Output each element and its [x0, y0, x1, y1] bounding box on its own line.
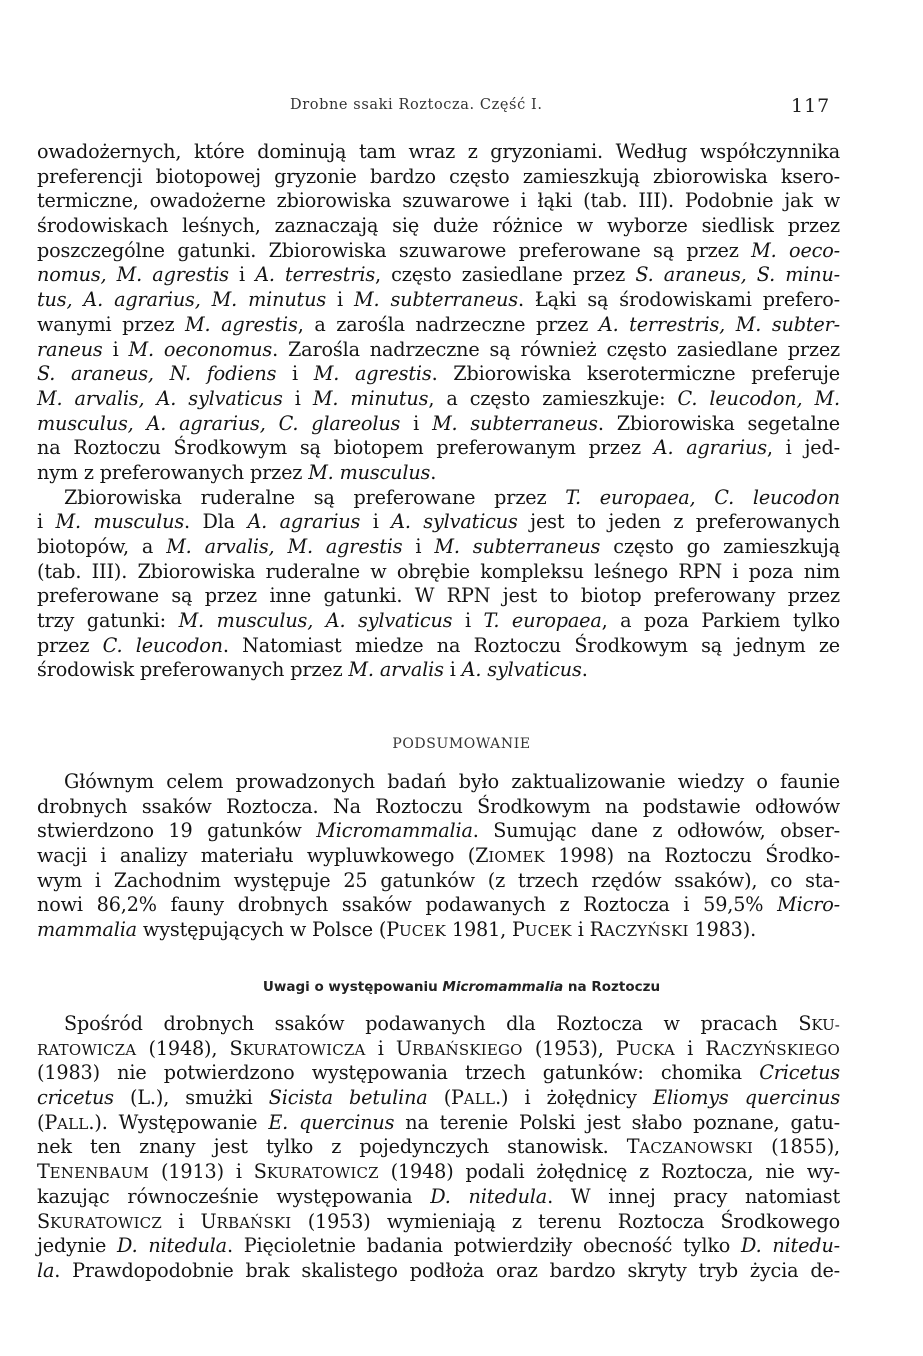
text-run: i [37, 510, 56, 534]
text-line [37, 869, 840, 894]
text-run: (1953) wymieniają z terenu Roztocza Środkowego [291, 1209, 840, 1233]
text-run: . Zbiorowiska kserotermiczne preferuje [431, 362, 840, 386]
text-run: S [37, 1209, 50, 1233]
italic-text: S. araneus, N. fodiens [37, 362, 277, 386]
text-run: . Natomiast miedze na Roztoczu Środkowym są jednym ze [222, 633, 840, 657]
text-run: 1998) na Roztoczu Środko- [544, 844, 840, 868]
text-line [37, 1160, 840, 1185]
text-run: . Prawdopodobnie brak skalistego podłoża oraz bardzo skryty tryb życia de- [54, 1258, 840, 1282]
text-line [37, 795, 840, 820]
italic-text: A. agrarius [247, 510, 361, 534]
text-run: często go zamieszkują [600, 535, 841, 558]
text-run: drobnych ssaków Roztocza. Na Roztoczu Środkowym na podstawie odłowów [37, 794, 840, 818]
text-run: (1953), P [522, 1036, 629, 1060]
italic-text: C. leucodon [102, 633, 223, 657]
small-caps-text: UCKA [628, 1040, 675, 1059]
italic-text: A. agrarius [653, 436, 767, 460]
text-run: , a zarośla nadrzeczne przez [297, 312, 599, 336]
text-line [37, 486, 840, 511]
paragraph-occurrence [37, 1012, 840, 1284]
small-caps-text: KURATOWICZA [242, 1040, 366, 1059]
text-line [37, 263, 840, 288]
small-caps-text: IOMEK [488, 848, 545, 867]
text-run: i [276, 362, 314, 386]
small-caps-text: KURATOWICZ [50, 1213, 162, 1232]
italic-text: C. leucodon, M. [677, 386, 840, 410]
text-line [37, 1111, 840, 1136]
text-run: . Zbiorowiska segetalne [597, 411, 841, 435]
small-caps-text: KURATOWICZ [266, 1164, 379, 1183]
italic-text: Micromammalia [316, 819, 473, 843]
paragraph-summary [37, 770, 840, 943]
text-line [37, 893, 840, 918]
text-run: jest to jeden z preferowanych [517, 510, 840, 534]
small-caps-text: ACZANOWSKI [639, 1139, 754, 1158]
text-line [37, 140, 840, 165]
text-run: biotopów, a [37, 535, 167, 558]
small-caps-text: RBAŃSKI [216, 1213, 292, 1232]
italic-text: la [37, 1258, 55, 1282]
text-run: .). Występowanie [88, 1110, 269, 1134]
text-line [37, 819, 840, 844]
text-run: . [581, 658, 588, 682]
italic-text: Cricetus [759, 1061, 840, 1085]
small-caps-text: UCEK [398, 922, 446, 941]
text-run: i [102, 337, 129, 361]
text-run: preferencji biotopowej gryzonie bardzo często zamieszkują zbiorowiska ksero- [37, 164, 840, 188]
text-line [37, 362, 840, 387]
italic-text: musculus, A. agrarius, C. glareolus [37, 411, 401, 435]
italic-text: D. nitedula [430, 1184, 548, 1208]
text-run: i [326, 288, 355, 312]
text-line [37, 1234, 840, 1259]
text-run: i [400, 411, 433, 435]
text-run: 1981, P [445, 918, 525, 942]
text-line [37, 918, 840, 943]
text-line [37, 658, 840, 683]
italic-text: M. oeconomus [128, 337, 273, 361]
italic-text: nomus, M. agrestis [37, 263, 229, 287]
text-run: .) i żołędnicy [495, 1086, 653, 1110]
text-run: i [443, 658, 462, 682]
text-run: Uwagi o występowaniu [262, 979, 443, 995]
italic-text: tus, A. agrarius, M. minutus [37, 288, 327, 312]
italic-text: A. terrestris [255, 263, 376, 287]
text-line [37, 338, 840, 363]
small-caps-text: ENENBAUM [49, 1164, 150, 1183]
small-caps-text: RBAŃSKIEGO [411, 1040, 523, 1059]
text-run: i [282, 386, 313, 410]
italic-text: T. europaea, C. leucodon [565, 485, 840, 509]
italic-text: M. agrestis [313, 362, 432, 386]
italic-text: M. arvalis [348, 658, 444, 682]
paragraph-habitat-preferences [37, 140, 840, 683]
text-run: (P [427, 1086, 464, 1110]
text-run: (1948), S [136, 1036, 243, 1060]
text-run: wacji i analizy materiału wypluwkowego ( [37, 844, 476, 868]
text-run: nowi 86,2% fauny drobnych ssaków podawanych z Roztocza i 59,5% [37, 893, 778, 917]
italic-text: M. musculus [308, 460, 431, 484]
text-run: przez [37, 633, 103, 657]
italic-text: Eliomys quercinus [652, 1086, 841, 1110]
text-run: jedynie [37, 1234, 118, 1258]
text-run: występujących w Polsce (P [136, 918, 399, 942]
italic-text: S. araneus, S. minu- [635, 263, 841, 287]
text-run: i R [674, 1036, 720, 1060]
text-line [37, 560, 840, 585]
text-run: preferowane są przez inne gatunki. W RPN jest to biotop preferowany przez [37, 584, 840, 608]
text-run: . Łąki są środowiskami prefero- [517, 288, 840, 312]
text-line [37, 214, 840, 239]
italic-text: E. quercinus [268, 1110, 395, 1134]
small-caps-text: ALL [463, 1090, 496, 1109]
text-run: poszczególne gatunki. Zbiorowiska szuwarowe preferowane są przez [37, 238, 752, 262]
text-run: wym i Zachodnim występuje 25 gatunków (z trzech rzędów ssaków), co sta- [37, 868, 840, 892]
text-run: . Sumując dane z odłowów, obser- [472, 819, 840, 843]
text-line [37, 461, 840, 486]
text-line [37, 584, 840, 609]
text-line [37, 1135, 840, 1160]
text-run: Spośród drobnych ssaków podawanych dla Roztocza w pracach S [64, 1012, 812, 1035]
text-line [37, 510, 840, 535]
text-run: środowiskach leśnych, zaznaczają się duże różnice w wyborze siedlisk przez [37, 214, 840, 238]
italic-text: raneus [37, 337, 103, 361]
text-run: (tab. III). Zbiorowiska ruderalne w obrębie kompleksu leśnego RPN i poza nim [37, 559, 840, 583]
italic-text: M. agrestis [185, 312, 298, 336]
text-line [37, 634, 840, 659]
text-run: nym z preferowanych przez [37, 460, 309, 484]
italic-text: T. europaea [483, 609, 602, 633]
text-run: . W innej pracy natomiast [547, 1184, 840, 1208]
text-run: i R [571, 918, 604, 942]
running-title: Drobne ssaki Roztocza. Część I. [290, 97, 543, 113]
text-line [37, 1259, 840, 1284]
italic-text: Micromammalia [442, 979, 564, 995]
small-caps-text: ALL [57, 1114, 89, 1133]
text-run: Głównym celem prowadzonych badań było zaktualizowanie wiedzy o faunie [64, 770, 840, 793]
text-line [37, 436, 840, 461]
italic-text: cricetus [37, 1086, 114, 1110]
italic-text: Sicista betulina [268, 1086, 428, 1110]
italic-text: Micro- [777, 893, 840, 917]
small-caps-text: UCEK [524, 922, 572, 941]
italic-text: D. nitedula [117, 1234, 227, 1258]
text-run: i [228, 263, 256, 287]
text-run: i [452, 609, 484, 633]
text-run: , często zasiedlane przez [375, 263, 636, 287]
text-line [37, 1012, 840, 1037]
text-run: Z [475, 844, 489, 868]
text-line [37, 189, 840, 214]
text-line [37, 1210, 840, 1235]
text-line [37, 165, 840, 190]
text-run: i U [365, 1036, 412, 1060]
text-line [37, 844, 840, 869]
italic-text: D. nitedu- [741, 1234, 840, 1258]
text-run: (1913) i S [149, 1160, 267, 1184]
text-line [37, 1037, 840, 1062]
italic-text: mammalia [37, 918, 137, 942]
small-caps-text: ACZYŃSKI [603, 922, 689, 941]
text-run: , i jed- [766, 436, 840, 460]
page-number: 117 [791, 95, 831, 117]
text-run: termiczne, owadożerne zbiorowiska szuwarowe i łąki (tab. III). Podobnie jak w [37, 189, 840, 213]
text-line [37, 412, 840, 437]
text-run: (1855), [753, 1135, 840, 1159]
italic-text: M. arvalis, A. sylvaticus [37, 386, 283, 410]
italic-text: A. sylvaticus [391, 510, 518, 534]
text-run: T [37, 1160, 50, 1184]
italic-text: A. terrestris, M. subter- [598, 312, 840, 336]
small-caps-text: ACZYŃSKIEGO [719, 1040, 841, 1059]
text-line [37, 1061, 840, 1086]
text-run: środowisk preferowanych przez [37, 658, 349, 682]
text-run: (L.), smużki [113, 1086, 269, 1110]
text-line [37, 770, 840, 795]
italic-text: M. subterraneus [354, 288, 518, 312]
text-run: kazując równocześnie występowania [37, 1184, 431, 1208]
italic-text: M. subterraneus [434, 535, 601, 558]
text-run: i [402, 535, 435, 558]
text-line [37, 535, 840, 560]
text-run: . Pięcioletnie badania potwierdziły obecność tylko [226, 1234, 742, 1258]
text-line [37, 288, 840, 313]
italic-text: M. oeco- [751, 238, 840, 262]
text-run: (1948) podali żołędnicę z Roztocza, nie wy- [378, 1160, 840, 1184]
text-run: nek ten znany jest tylko z pojedynczych stanowisk. T [37, 1135, 640, 1159]
text-line [37, 609, 840, 634]
text-run: trzy gatunki: [37, 609, 179, 633]
text-run: . Dla [184, 510, 248, 534]
text-run: na Roztoczu Środkowym są biotopem preferowanym przez [37, 436, 654, 460]
text-run: i U [161, 1209, 217, 1233]
text-run: na Roztoczu [563, 979, 661, 995]
text-run: i [360, 510, 392, 534]
text-run: , a często zamieszkuje: [428, 386, 678, 410]
text-line [37, 239, 840, 264]
italic-text: M. musculus, A. sylvaticus [178, 609, 453, 633]
small-caps-text: KU- [811, 1016, 840, 1034]
text-line [37, 1185, 840, 1210]
section-heading-summary: PODSUMOWANIE [392, 736, 531, 752]
italic-text: A. sylvaticus [461, 658, 582, 682]
text-run: Zbiorowiska ruderalne są preferowane przez [64, 485, 566, 509]
text-line [37, 313, 840, 338]
text-line [37, 1086, 840, 1111]
italic-text: M. musculus [55, 510, 185, 534]
text-run: na terenie Polski jest słabo poznane, gatu- [394, 1110, 840, 1134]
text-run: . [430, 460, 437, 484]
text-run: wanymi przez [37, 312, 186, 336]
italic-text: M. arvalis, M. agrestis [166, 535, 403, 558]
text-run: (1983) nie potwierdzono występowania trzech gatunków: chomika [37, 1061, 760, 1085]
italic-text: M. minutus [312, 386, 429, 410]
text-run: 1983). [688, 918, 757, 942]
text-run: owadożernych, które dominują tam wraz z gryzoniami. Według współczynnika [37, 140, 840, 163]
subheading-micromammalia [0, 979, 923, 995]
text-line [37, 387, 840, 412]
small-caps-text: RATOWICZA [37, 1040, 137, 1059]
text-run: stwierdzono 19 gatunków [37, 819, 317, 843]
text-run: (P [37, 1110, 58, 1134]
text-run: . Zarośla nadrzeczne są również często zasiedlane przez [272, 337, 841, 361]
text-run: , a poza Parkiem tylko [601, 609, 840, 633]
italic-text: M. subterraneus [432, 411, 598, 435]
